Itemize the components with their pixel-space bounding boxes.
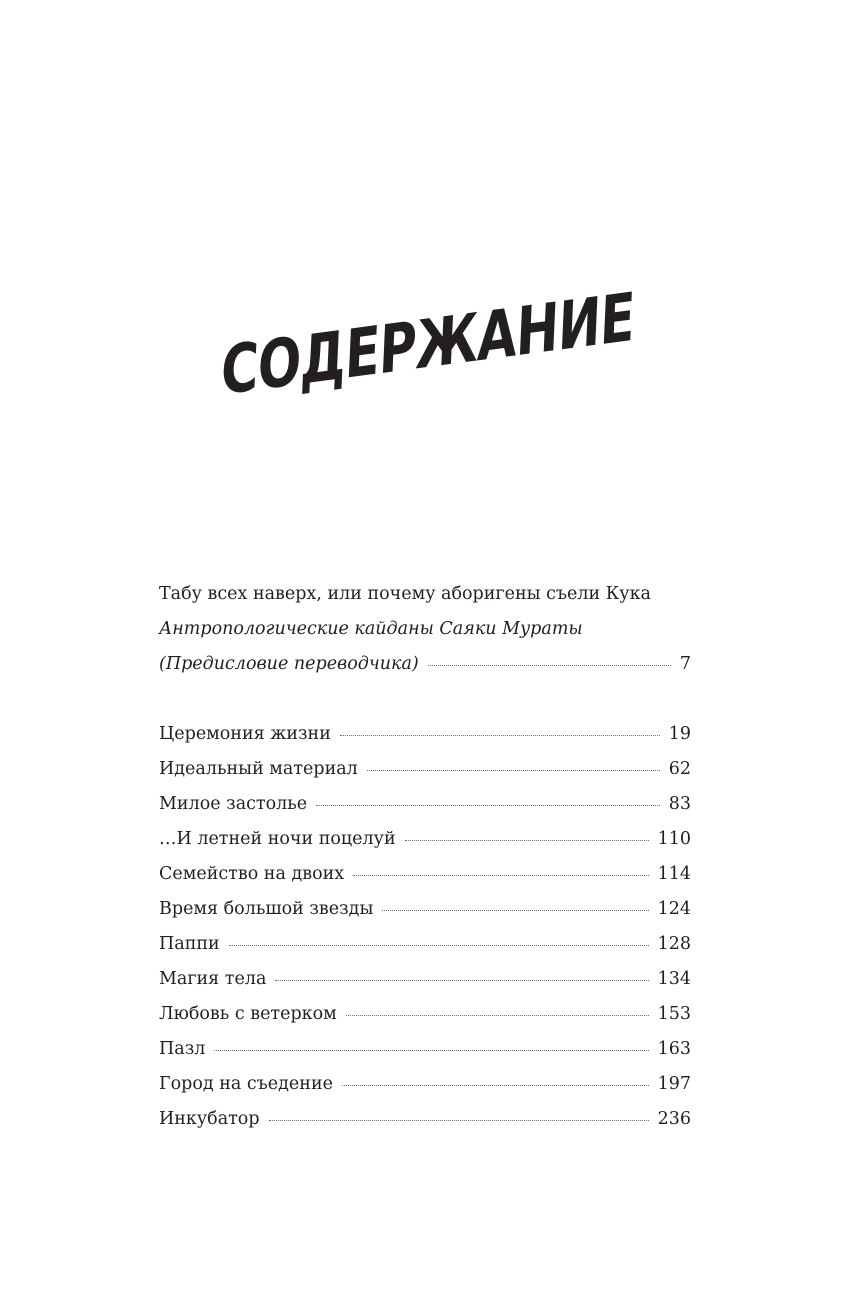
page-number: 110 bbox=[657, 829, 691, 849]
dot-leader bbox=[214, 1049, 648, 1051]
entry-title: Пазл bbox=[159, 1039, 206, 1059]
dot-leader bbox=[275, 979, 648, 981]
dot-leader bbox=[382, 909, 648, 911]
toc-entry[interactable] bbox=[159, 825, 691, 853]
entry-title: Магия тела bbox=[159, 969, 267, 989]
dot-leader bbox=[367, 769, 660, 771]
page-number: 134 bbox=[657, 969, 691, 989]
preface-subtitle bbox=[159, 615, 691, 643]
page-number: 128 bbox=[657, 934, 691, 954]
preface-title bbox=[159, 580, 691, 608]
toc-entry[interactable] bbox=[159, 720, 691, 748]
entry-title: Идеальный материал bbox=[159, 759, 358, 779]
page-number: 163 bbox=[657, 1039, 691, 1059]
page-number: 236 bbox=[657, 1109, 691, 1129]
entry-title: Церемония жизни bbox=[159, 724, 331, 744]
toc-entry[interactable] bbox=[159, 755, 691, 783]
entry-title: Любовь с ветерком bbox=[159, 1004, 337, 1024]
toc-entry[interactable] bbox=[159, 1035, 691, 1063]
dot-leader bbox=[316, 804, 660, 806]
toc-entry[interactable] bbox=[159, 1000, 691, 1028]
page-number: 62 bbox=[668, 759, 691, 779]
entry-title: Инкубатор bbox=[159, 1109, 260, 1129]
dot-leader bbox=[353, 874, 648, 876]
entry-title: Паппи bbox=[159, 934, 220, 954]
preface-entry[interactable] bbox=[159, 650, 691, 678]
page-number: 124 bbox=[657, 899, 691, 919]
page-number: 197 bbox=[657, 1074, 691, 1094]
entry-title: Время большой звезды bbox=[159, 899, 374, 919]
page-number: 83 bbox=[668, 794, 691, 814]
dot-leader bbox=[405, 839, 649, 841]
page-number: 7 bbox=[679, 654, 691, 674]
toc-entry[interactable] bbox=[159, 1070, 691, 1098]
dot-leader bbox=[229, 944, 649, 946]
dot-leader bbox=[342, 1084, 649, 1086]
entry-title: Семейство на двоих bbox=[159, 864, 345, 884]
toc-entry[interactable] bbox=[159, 965, 691, 993]
preface-note-text: (Предисловие переводчика) bbox=[159, 654, 419, 674]
dot-leader bbox=[346, 1014, 649, 1016]
toc-entry[interactable] bbox=[159, 895, 691, 923]
toc-entry[interactable] bbox=[159, 1105, 691, 1133]
preface-title-text: Табу всех наверх, или почему аборигены съели Кука bbox=[159, 584, 651, 604]
dot-leader bbox=[340, 734, 660, 736]
toc-entry[interactable] bbox=[159, 790, 691, 818]
page-number: 153 bbox=[657, 1004, 691, 1024]
entry-title: …И летней ночи поцелуй bbox=[159, 829, 396, 849]
entry-title: Милое застолье bbox=[159, 794, 308, 814]
toc-entry[interactable] bbox=[159, 860, 691, 888]
entry-title: Город на съедение bbox=[159, 1074, 333, 1094]
preface-subtitle-text: Антропологические кайданы Саяки Мураты bbox=[159, 619, 583, 639]
page-number: 114 bbox=[657, 864, 691, 884]
toc-entry[interactable] bbox=[159, 930, 691, 958]
page-title: СОДЕРЖАНИЕ bbox=[219, 277, 636, 411]
dot-leader bbox=[269, 1119, 649, 1121]
page-number: 19 bbox=[668, 724, 691, 744]
dot-leader bbox=[428, 664, 671, 666]
